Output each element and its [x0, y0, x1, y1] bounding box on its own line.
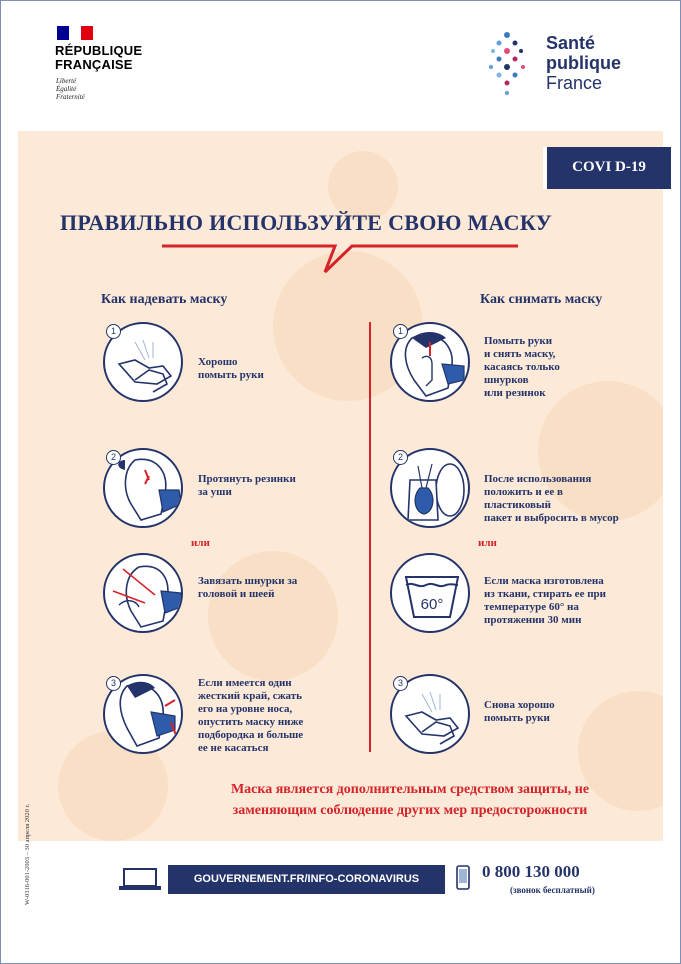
text-line: температуре 60° на [484, 601, 579, 613]
column-divider [369, 322, 371, 752]
republique-francaise-logo [55, 44, 142, 72]
hotline-note: (звонок бесплатный) [510, 885, 595, 895]
motto-egalite: Égalité [56, 85, 77, 93]
virus-decoration [208, 551, 338, 681]
put-on-heading: Как надевать маску [101, 292, 228, 307]
step-number: 3 [393, 676, 408, 691]
tie-strings-icon [103, 553, 183, 633]
text-line: Снова хорошо [484, 699, 555, 711]
text-line: пакет и выбросить в мусор [484, 512, 619, 524]
french-flag-icon [57, 26, 93, 40]
text-line: или резинок [484, 387, 546, 399]
text-line: После использования [484, 473, 592, 485]
motto-liberte: Liberté [56, 77, 77, 85]
or-label: или [191, 537, 210, 549]
text-line: протяжении 30 мин [484, 614, 582, 626]
warning-text [160, 779, 660, 821]
hotline-number[interactable]: 0 800 130 000 [482, 862, 580, 881]
covid-badge [543, 147, 671, 189]
step-number: 1 [106, 324, 121, 339]
warning-line: Маска является дополнительным средством защиты, не [230, 782, 590, 797]
motto-fraternite: Fraternité [56, 93, 85, 101]
text-line: шнурков [484, 374, 529, 386]
step-number: 2 [106, 450, 121, 465]
text-line: его на уровне носа, [198, 703, 293, 715]
wash-temperature-label: 60° [420, 596, 444, 613]
text-line: Протянуть резинки [198, 473, 296, 485]
take-off-step-2-text [484, 473, 619, 525]
text-line: помыть руки [198, 369, 264, 381]
text-line: ее не касаться [198, 742, 269, 754]
put-on-step-3-text [198, 677, 303, 755]
text-line: Помыть руки [484, 335, 553, 347]
take-off-heading: Как снимать маску [480, 292, 603, 307]
text-line: из ткани, стирать ее при [484, 588, 606, 600]
sante-line1: Santé [546, 33, 596, 53]
text-line: подбородка и больше [198, 729, 304, 741]
republic-motto [56, 77, 85, 101]
covid-badge-text: COVI D-19 [572, 159, 646, 175]
put-on-step-1-text [198, 356, 264, 382]
text-line: за уши [198, 486, 232, 498]
warning-line: заменяющим соблюдение других мер предосторожности [232, 803, 588, 818]
republique-line2: FRANÇAISE [55, 57, 133, 72]
or-label: или [478, 537, 497, 549]
put-on-step-tie-text [198, 575, 297, 601]
text-line: и снять маску, [484, 348, 556, 360]
text-line: головой и шеей [198, 588, 275, 600]
step-number: 2 [393, 450, 408, 465]
page-title: ПРАВИЛЬНО ИСПОЛЬЗУЙТЕ СВОЮ МАСКУ [60, 210, 553, 235]
website-link[interactable] [168, 865, 445, 894]
republique-line1: RÉPUBLIQUE [55, 43, 143, 58]
sante-publique-dots-icon [489, 29, 525, 109]
website-link-text: GOUVERNEMENT.FR/INFO-CORONAVIRUS [193, 873, 420, 885]
laptop-icon [118, 867, 162, 891]
sante-line3: France [546, 73, 603, 93]
text-line: Хорошо [198, 356, 238, 368]
sante-line2: publique [546, 53, 621, 73]
text-line: Если имеется один [198, 677, 292, 689]
text-line: опустить маску ниже [198, 716, 304, 728]
title-speech-underline [160, 238, 520, 274]
take-off-step-3-text [484, 699, 555, 725]
document-code: W-0316-001-2003 – 30 апреля 2020 г. [24, 803, 31, 905]
text-line: Если маска изготовлена [484, 575, 604, 587]
take-off-step-wash-text [484, 575, 606, 627]
step-number: 1 [393, 324, 408, 339]
text-line: положить и ее в [484, 486, 563, 498]
text-line: Завязать шнурки за [198, 575, 298, 587]
text-line: жесткий край, сжать [198, 690, 302, 702]
text-line: касаясь только [484, 361, 560, 373]
step-number: 3 [106, 676, 121, 691]
phone-icon [456, 865, 470, 890]
sante-publique-france-logo [546, 33, 621, 93]
header [1, 1, 680, 131]
wash-60-icon [390, 553, 470, 633]
take-off-step-1-text [484, 335, 560, 400]
put-on-step-2-text [198, 473, 296, 499]
text-line: помыть руки [484, 712, 550, 724]
text-line: пластиковый [484, 499, 551, 511]
